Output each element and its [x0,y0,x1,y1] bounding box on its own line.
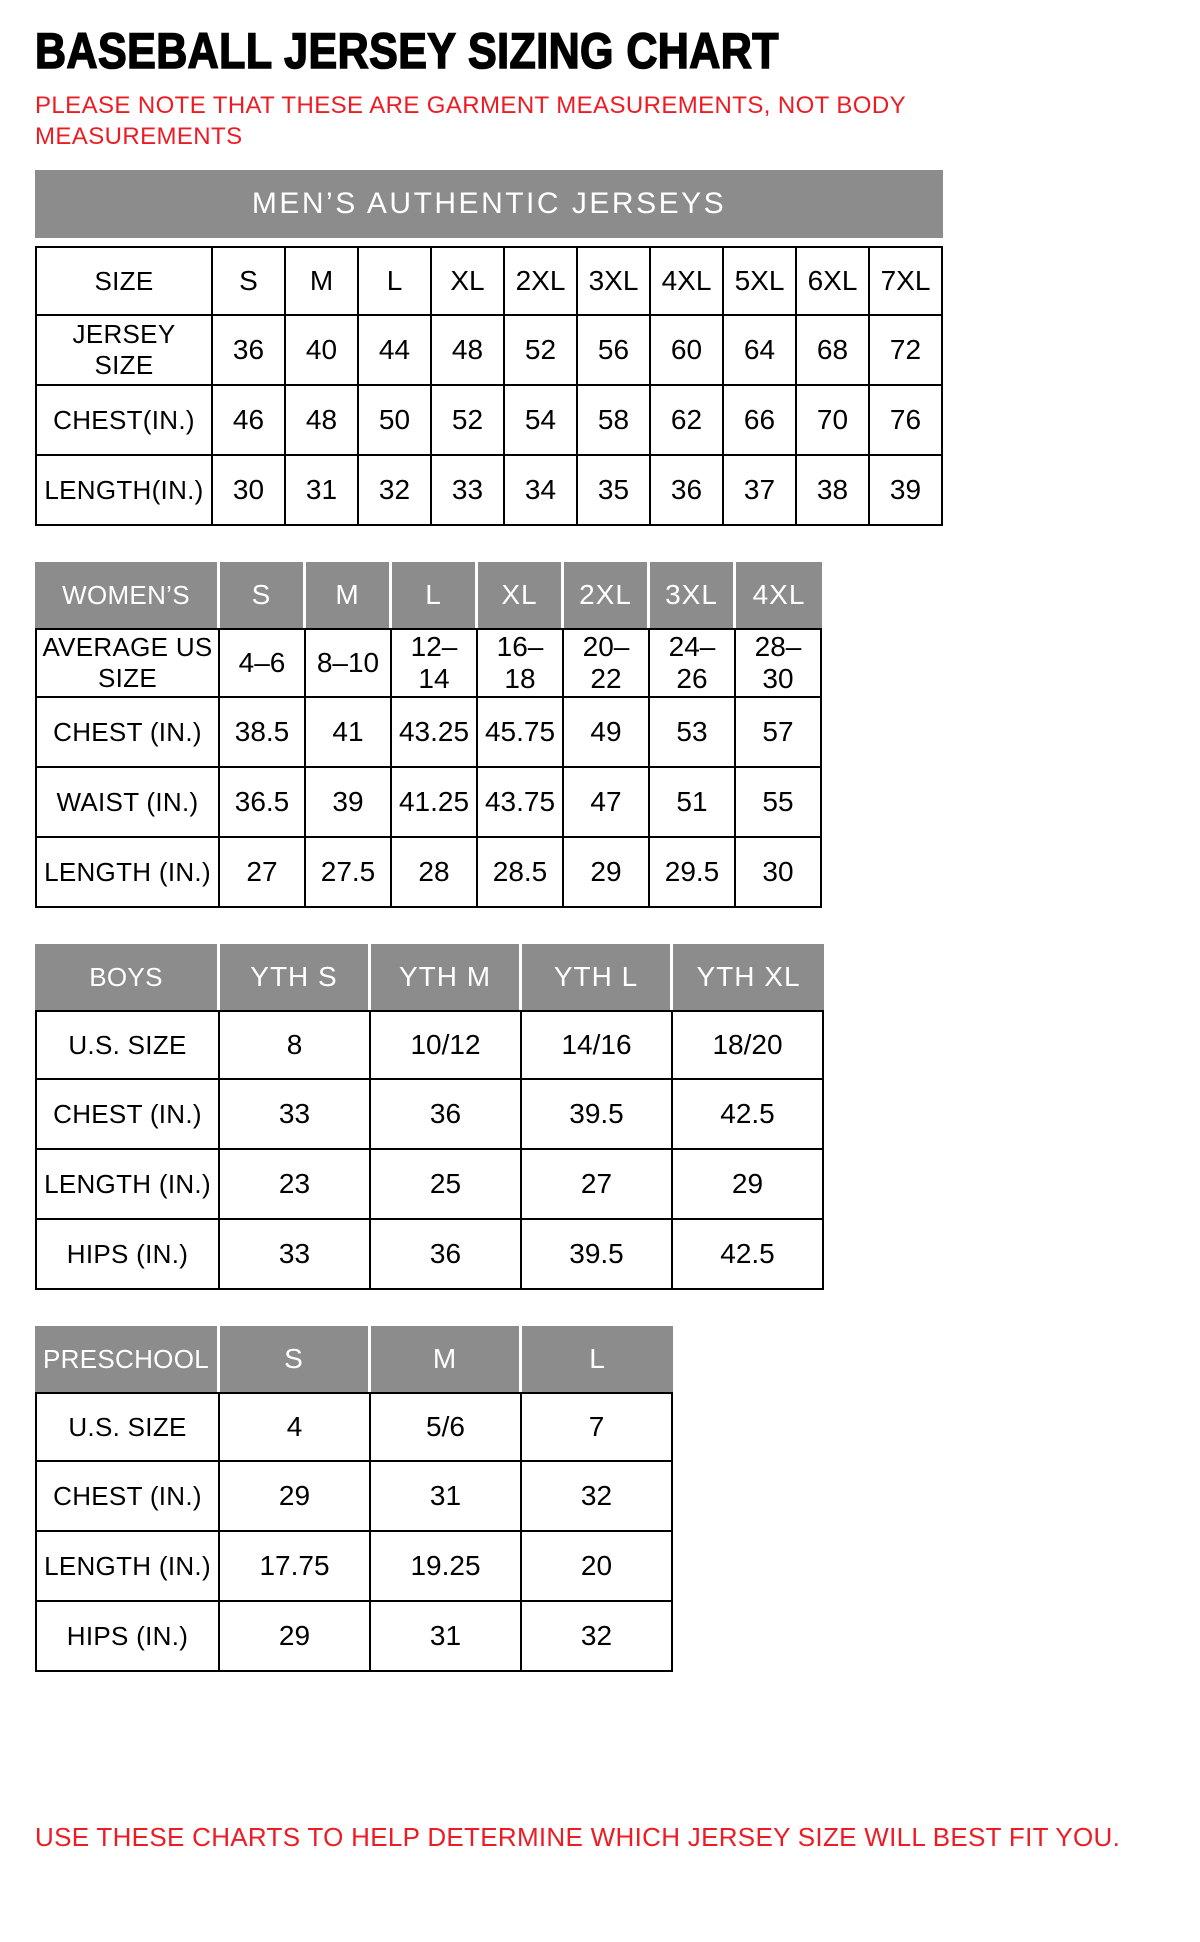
womens-row-0 [35,628,822,698]
value-cell: 16–18 [478,628,564,698]
value-cell: 62 [651,386,724,456]
value-cell: 54 [505,386,578,456]
size-column-header: YTH L [522,944,673,1010]
value-cell: 44 [359,316,432,386]
value-cell: 3XL [578,246,651,316]
value-cell: 70 [797,386,870,456]
value-cell: 5/6 [371,1392,522,1462]
value-cell: 27 [522,1150,673,1220]
value-cell: 49 [564,698,650,768]
mens-size-table [35,246,943,526]
value-cell: 68 [797,316,870,386]
boys-row-0 [35,1010,824,1080]
mens-table-banner: MEN’S AUTHENTIC JERSEYS [35,170,943,238]
size-column-header: YTH M [371,944,522,1010]
value-cell: 43.75 [478,768,564,838]
value-cell: 32 [359,456,432,526]
value-cell: 41 [306,698,392,768]
value-cell: 36 [371,1080,522,1150]
row-label: HIPS (IN.) [35,1602,220,1672]
value-cell: 30 [213,456,286,526]
value-cell: 50 [359,386,432,456]
value-cell: 5XL [724,246,797,316]
size-column-header: YTH XL [673,944,824,1010]
value-cell: 38 [797,456,870,526]
value-cell: 36 [651,456,724,526]
row-label: U.S. SIZE [35,1010,220,1080]
value-cell: 35 [578,456,651,526]
row-label: LENGTH(IN.) [35,456,213,526]
value-cell: 45.75 [478,698,564,768]
value-cell: 29 [564,838,650,908]
value-cell: 25 [371,1150,522,1220]
size-column-header: S [220,562,306,628]
womens-table-section [35,562,1200,908]
value-cell: 31 [286,456,359,526]
size-column-header: XL [478,562,564,628]
preschool-row-2 [35,1532,673,1602]
value-cell: 23 [220,1150,371,1220]
value-cell: 52 [432,386,505,456]
value-cell: 39 [870,456,943,526]
value-cell: 55 [736,768,822,838]
row-label: HIPS (IN.) [35,1220,220,1290]
boys-row-2 [35,1150,824,1220]
row-label: LENGTH (IN.) [35,1150,220,1220]
value-cell: 51 [650,768,736,838]
preschool-row-1 [35,1462,673,1532]
womens-header-label: WOMEN’S [35,562,220,628]
value-cell: M [286,246,359,316]
value-cell: 37 [724,456,797,526]
value-cell: 31 [371,1602,522,1672]
value-cell: 14/16 [522,1010,673,1080]
boys-table-section [35,944,1200,1290]
mens-row-1 [35,316,943,386]
value-cell: 42.5 [673,1220,824,1290]
boys-row-1 [35,1080,824,1150]
value-cell: 32 [522,1462,673,1532]
value-cell: 33 [220,1080,371,1150]
value-cell: 10/12 [371,1010,522,1080]
womens-row-1 [35,698,822,768]
preschool-row-3 [35,1602,673,1672]
value-cell: 43.25 [392,698,478,768]
value-cell: 32 [522,1602,673,1672]
mens-row-3 [35,456,943,526]
value-cell: 56 [578,316,651,386]
value-cell: 72 [870,316,943,386]
value-cell: 39.5 [522,1220,673,1290]
row-label: WAIST (IN.) [35,768,220,838]
value-cell: 28–30 [736,628,822,698]
value-cell: 41.25 [392,768,478,838]
value-cell: 38.5 [220,698,306,768]
value-cell: 4–6 [220,628,306,698]
mens-table-section [35,246,1200,526]
row-label: CHEST(IN.) [35,386,213,456]
size-column-header: M [371,1326,522,1392]
mens-row-2 [35,386,943,456]
row-label: CHEST (IN.) [35,1080,220,1150]
value-cell: 17.75 [220,1532,371,1602]
garment-measurement-note: PLEASE NOTE THAT THESE ARE GARMENT MEASUREMENTS, NOT BODY MEASUREMENTS [35,92,906,150]
size-column-header: 3XL [650,562,736,628]
size-column-header: L [392,562,478,628]
value-cell: 7XL [870,246,943,316]
row-label: JERSEY SIZE [35,316,213,386]
womens-size-table [35,562,822,908]
value-cell: 7 [522,1392,673,1462]
value-cell: XL [432,246,505,316]
value-cell: 36 [371,1220,522,1290]
value-cell: 46 [213,386,286,456]
value-cell: 39.5 [522,1080,673,1150]
value-cell: 34 [505,456,578,526]
value-cell: L [359,246,432,316]
boys-header-label: BOYS [35,944,220,1010]
value-cell: 27 [220,838,306,908]
value-cell: 57 [736,698,822,768]
size-column-header: L [522,1326,673,1392]
row-label: CHEST (IN.) [35,1462,220,1532]
value-cell: 52 [505,316,578,386]
value-cell: 33 [220,1220,371,1290]
womens-header-row [35,562,822,628]
value-cell: 6XL [797,246,870,316]
preschool-row-0 [35,1392,673,1462]
value-cell: 29 [673,1150,824,1220]
value-cell: 48 [432,316,505,386]
preschool-table-section [35,1326,1200,1672]
value-cell: S [213,246,286,316]
value-cell: 29 [220,1602,371,1672]
womens-row-3 [35,838,822,908]
value-cell: 30 [736,838,822,908]
value-cell: 40 [286,316,359,386]
row-label: AVERAGE US SIZE [35,628,220,698]
value-cell: 31 [371,1462,522,1532]
size-column-header: 2XL [564,562,650,628]
value-cell: 19.25 [371,1532,522,1602]
womens-row-2 [35,768,822,838]
page-title: BASEBALL JERSEY SIZING CHART [35,23,779,79]
row-label: CHEST (IN.) [35,698,220,768]
value-cell: 33 [432,456,505,526]
value-cell: 28 [392,838,478,908]
boys-row-3 [35,1220,824,1290]
value-cell: 4XL [651,246,724,316]
value-cell: 29.5 [650,838,736,908]
footer-note: USE THESE CHARTS TO HELP DETERMINE WHICH JERSEY SIZE WILL BEST FIT YOU. [35,1822,1121,1853]
value-cell: 53 [650,698,736,768]
value-cell: 47 [564,768,650,838]
value-cell: 28.5 [478,838,564,908]
value-cell: 36.5 [220,768,306,838]
value-cell: 58 [578,386,651,456]
value-cell: 24–26 [650,628,736,698]
value-cell: 27.5 [306,838,392,908]
value-cell: 4 [220,1392,371,1462]
value-cell: 39 [306,768,392,838]
value-cell: 12–14 [392,628,478,698]
boys-size-table [35,944,824,1290]
preschool-header-row [35,1326,673,1392]
value-cell: 76 [870,386,943,456]
value-cell: 2XL [505,246,578,316]
row-label: U.S. SIZE [35,1392,220,1462]
boys-header-row [35,944,824,1010]
value-cell: 20 [522,1532,673,1602]
size-column-header: M [306,562,392,628]
size-column-header: YTH S [220,944,371,1010]
value-cell: 8–10 [306,628,392,698]
mens-row-0 [35,246,943,316]
row-label: LENGTH (IN.) [35,1532,220,1602]
row-label: LENGTH (IN.) [35,838,220,908]
value-cell: 8 [220,1010,371,1080]
value-cell: 42.5 [673,1080,824,1150]
preschool-header-label: PRESCHOOL [35,1326,220,1392]
value-cell: 48 [286,386,359,456]
value-cell: 20–22 [564,628,650,698]
value-cell: 60 [651,316,724,386]
value-cell: 66 [724,386,797,456]
size-column-header: 4XL [736,562,822,628]
preschool-size-table [35,1326,673,1672]
row-label: SIZE [35,246,213,316]
value-cell: 36 [213,316,286,386]
value-cell: 29 [220,1462,371,1532]
value-cell: 64 [724,316,797,386]
value-cell: 18/20 [673,1010,824,1080]
size-column-header: S [220,1326,371,1392]
